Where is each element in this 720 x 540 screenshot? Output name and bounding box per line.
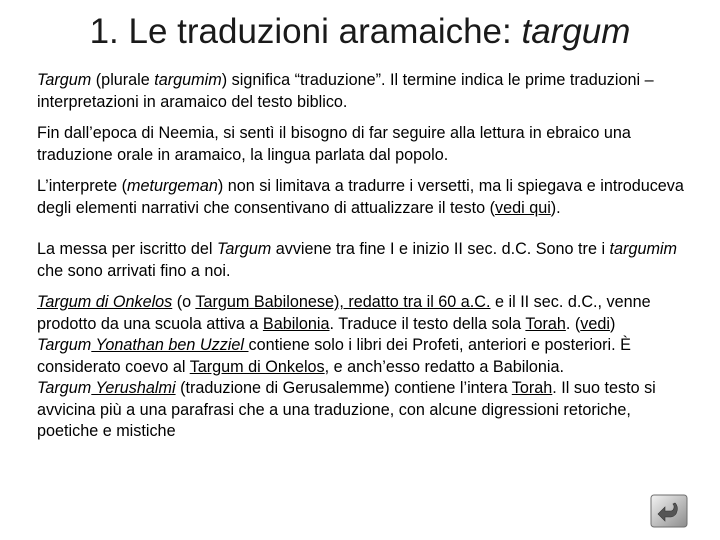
text: Fin dall’epoca di Neemia, si sentì il bisogno di far seguire alla lettura in ebraico una traduzione orale in aramaico, la lingua parlata dal popolo. [37, 124, 631, 164]
text: (o [172, 293, 196, 311]
paragraph-meturgeman [37, 176, 687, 219]
text: ) [609, 314, 616, 333]
term-targum: Targum [37, 379, 92, 397]
text: . Il suo testo si avvicina più a una parafrasi che a una traduzione, con alcune digressioni retoriche, poetiche e mistiche [37, 379, 656, 440]
vedi-link[interactable]: vedi [580, 314, 610, 333]
slide-body [37, 70, 687, 443]
torah-link[interactable]: Torah [511, 379, 553, 397]
text: e il II sec. d.C., venne prodotto da una scuola attiva a [37, 293, 651, 333]
text: che sono arrivati fino a noi. [37, 261, 231, 280]
paragraph-neemia [37, 123, 687, 166]
term-targum: Targum [37, 71, 92, 89]
vedi-qui-link[interactable]: vedi qui [495, 198, 551, 217]
term-targumim: targumim [154, 71, 222, 89]
babilonia-link[interactable]: Babilonia [262, 314, 330, 333]
text: . Traduce il testo della sola [329, 314, 526, 333]
text: avviene tra fine I e inizio II sec. d.C. Sono tre i [271, 240, 610, 258]
targum-onkelos-link[interactable]: Targum di Onkelos [189, 357, 325, 376]
term-targumim: targumim [609, 240, 678, 258]
term-targum: Targum [37, 336, 92, 354]
text: (plurale [91, 71, 155, 89]
text: (traduzione di Gerusalemme) contiene l’intera [175, 379, 512, 397]
text: L’interprete ( [37, 177, 127, 195]
paragraph-definition [37, 70, 687, 113]
text: . ( [565, 314, 581, 333]
title-italic: targum [521, 12, 631, 51]
targum-babilonese-link[interactable]: Targum Babilonese), redatto tra il 60 a.C. [195, 293, 491, 311]
text: contiene solo i libri dei Profeti, anteriori e posteriori. È considerato coevo al [37, 336, 631, 376]
targum-onkelos-link[interactable]: Targum di Onkelos [37, 293, 173, 311]
term-targum: Targum [216, 240, 272, 258]
torah-link[interactable]: Torah [525, 314, 566, 333]
paragraph-scrittura [37, 239, 687, 282]
text: ) significa “traduzione”. Il termine indica le prime traduzioni – interpretazioni in aramaico del testo biblico. [37, 71, 654, 111]
yonathan-link[interactable]: Yonathan ben Uzziel [91, 336, 249, 354]
title-main: 1. Le traduzioni aramaiche: [89, 12, 522, 51]
text: ). [550, 198, 561, 217]
yerushalmi-link[interactable]: Yerushalmi [91, 379, 176, 397]
return-button[interactable] [650, 494, 688, 528]
text: ) non si limitava a tradurre i versetti, ma li spiegava e introduceva degli elementi narrativi che consentivano di attualizzare il testo ( [37, 177, 684, 217]
paragraph-tre-targumim [37, 292, 687, 443]
slide-title [0, 12, 720, 52]
term-meturgeman: meturgeman [126, 177, 218, 195]
return-arrow-icon [650, 494, 688, 528]
text: La messa per iscritto del [37, 240, 217, 258]
text: , e anch’esso redatto a Babilonia. [324, 357, 565, 376]
